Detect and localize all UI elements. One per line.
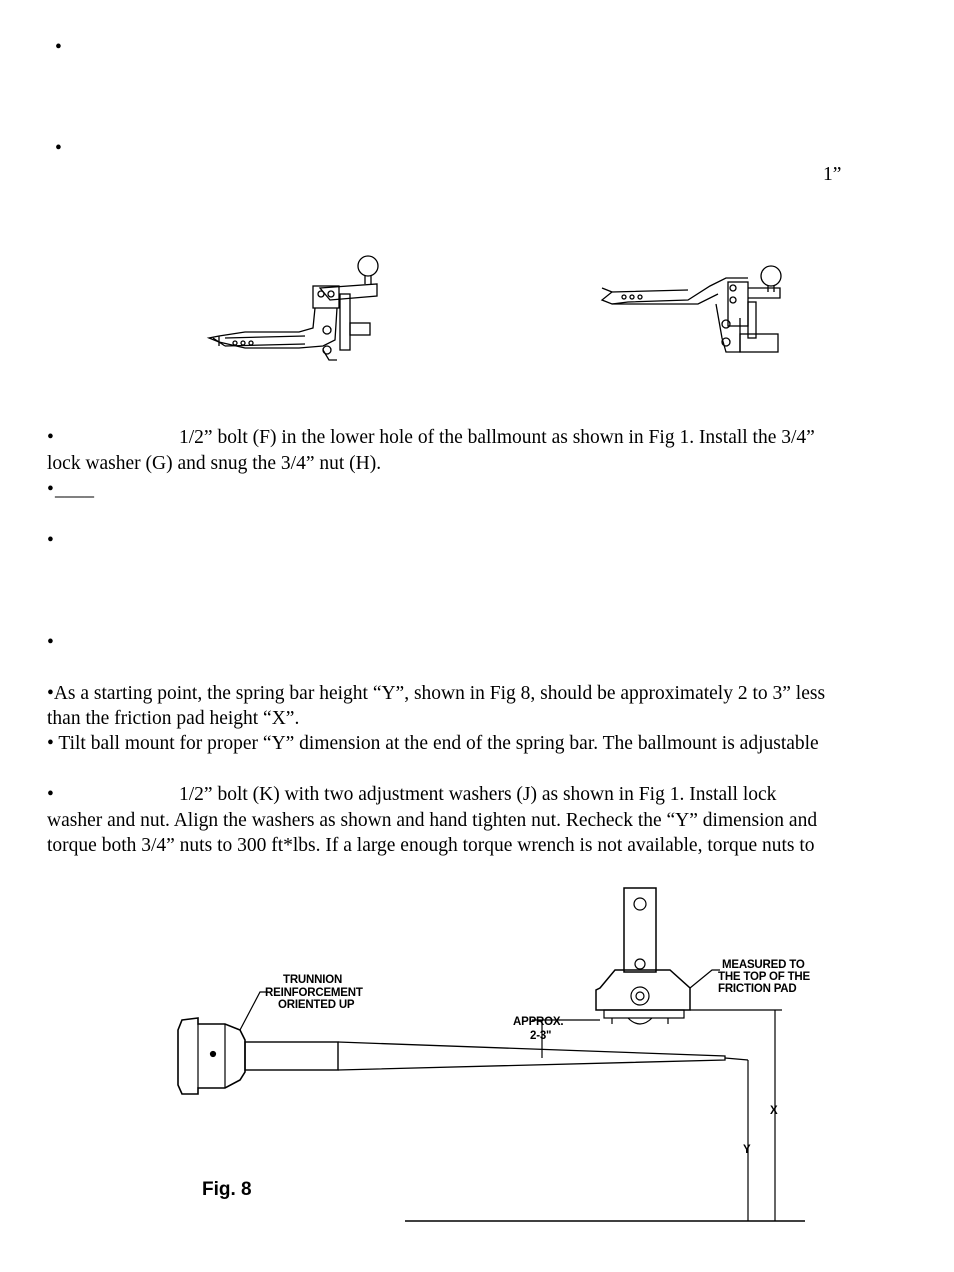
measured-label-1: MEASURED TO bbox=[722, 959, 805, 971]
bullet-1: • bbox=[55, 37, 62, 58]
trunnion-label-3: ORIENTED UP bbox=[278, 999, 355, 1011]
measured-label-3: FRICTION PAD bbox=[718, 983, 797, 995]
paragraph-1-line-1: 1/2” bolt (F) in the lower hole of the ballmount as shown in Fig 1. Install the 3/4” bbox=[179, 427, 815, 448]
paragraph-7-line-2: washer and nut. Align the washers as shown and hand tighten nut. Recheck the “Y” dimension and bbox=[47, 810, 818, 831]
ballmount-figure-right bbox=[598, 258, 788, 363]
trunnion-label-2: REINFORCEMENT bbox=[265, 987, 363, 999]
bullet-2: • bbox=[55, 138, 62, 159]
bullet-4: • bbox=[47, 479, 54, 500]
paragraph-7-line-1: 1/2” bolt (K) with two adjustment washers (J) as shown in Fig 1. Install lock bbox=[179, 784, 777, 805]
bullet-7: • bbox=[47, 784, 54, 805]
paragraph-7-line-3: torque both 3/4” nuts to 300 ft*lbs. If a large enough torque wrench is not available, torque nuts to bbox=[47, 835, 815, 856]
figure-8-diagram bbox=[0, 880, 954, 1240]
bullet-5: • bbox=[47, 530, 54, 551]
dimension-y-label: Y bbox=[743, 1144, 751, 1156]
paragraph-5-line-2: than the friction pad height “X”. bbox=[47, 708, 300, 729]
measured-label-2: THE TOP OF THE bbox=[718, 971, 810, 983]
paragraph-2-underline: ____ bbox=[55, 479, 94, 500]
paragraph-6-line-1: • Tilt ball mount for proper “Y” dimension at the end of the spring bar. The ballmount is adjustable bbox=[47, 733, 819, 754]
paragraph-5-line-1: •As a starting point, the spring bar height “Y”, shown in Fig 8, should be approximately 2 to 3” less bbox=[47, 683, 826, 704]
floating-mark: 1” bbox=[823, 164, 842, 185]
figure-8-caption: Fig. 8 bbox=[202, 1179, 252, 1200]
approx-label-2: 2-3" bbox=[530, 1030, 552, 1042]
dimension-x-label: X bbox=[770, 1105, 778, 1117]
approx-label-1: APPROX. bbox=[513, 1016, 564, 1028]
trunnion-label-1: TRUNNION bbox=[283, 974, 343, 986]
ballmount-figure-left bbox=[205, 250, 390, 365]
bullet-3: • bbox=[47, 427, 54, 448]
paragraph-1-line-2: lock washer (G) and snug the 3/4” nut (H). bbox=[47, 453, 382, 474]
bullet-6: • bbox=[47, 632, 54, 653]
